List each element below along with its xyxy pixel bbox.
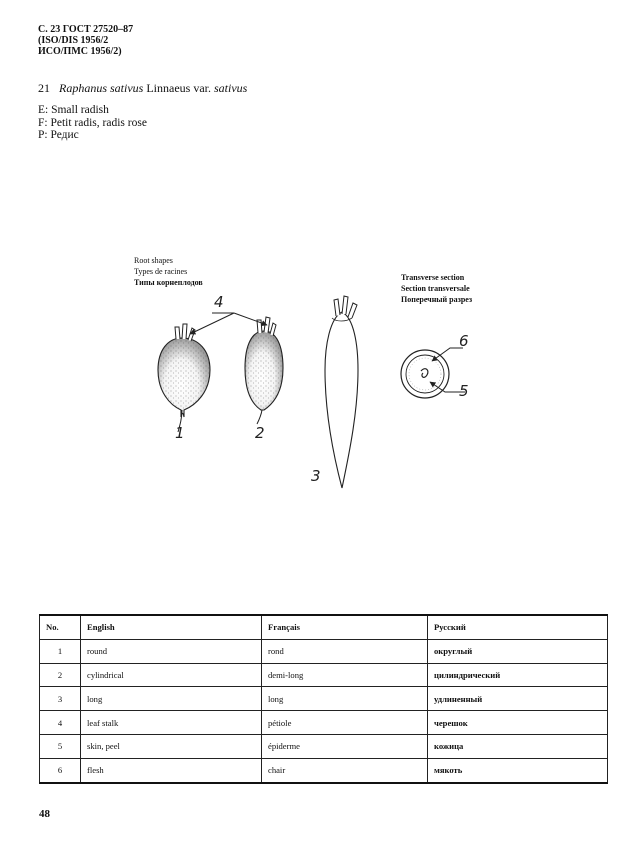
label-6: 6 <box>459 332 469 350</box>
cell-no: 1 <box>40 639 81 663</box>
cell-french: pétiole <box>262 711 428 735</box>
cell-french: demi-long <box>262 663 428 687</box>
iso-reference: (ISO/DIS 1956/2 <box>38 35 109 46</box>
table-row <box>40 758 608 782</box>
table-row <box>40 711 608 735</box>
cell-russian: удлиненный <box>428 687 608 711</box>
caption-fr: Section transversale <box>401 284 470 293</box>
caption-ru: Типы корнеплодов <box>134 278 203 287</box>
cell-russian: округлый <box>428 639 608 663</box>
label-5: 5 <box>459 382 469 400</box>
table-row <box>40 639 608 663</box>
species-authority: Linnaeus var. <box>146 81 211 95</box>
species-number: 21 <box>38 81 50 95</box>
cell-english: round <box>81 639 262 663</box>
label-4: 4 <box>214 293 224 311</box>
column-header-french: Français <box>262 615 428 639</box>
cell-russian: мякоть <box>428 758 608 782</box>
column-header-no: No. <box>40 615 81 639</box>
iso-reference-ru: ИСО/ПМС 1956/2) <box>38 46 122 57</box>
terminology-table <box>39 614 608 784</box>
long-radish-shape <box>325 296 358 488</box>
caption-en: Transverse section <box>401 273 465 282</box>
table-header-row <box>40 615 608 639</box>
table-row <box>40 687 608 711</box>
table-row <box>40 663 608 687</box>
cell-no: 4 <box>40 711 81 735</box>
cell-french: épiderme <box>262 734 428 758</box>
cell-english: cylindrical <box>81 663 262 687</box>
label-2: 2 <box>255 424 265 442</box>
cell-no: 3 <box>40 687 81 711</box>
column-header-russian: Русский <box>428 615 608 639</box>
label-3: 3 <box>311 467 321 485</box>
transverse-section-drawing <box>401 350 449 398</box>
species-variety: sativus <box>214 81 248 95</box>
table-row <box>40 734 608 758</box>
cell-no: 6 <box>40 758 81 782</box>
caption-fr: Types de racines <box>134 267 188 276</box>
cell-english: flesh <box>81 758 262 782</box>
caption-en: Root shapes <box>134 256 173 265</box>
round-radish-shape <box>158 324 210 432</box>
cell-no: 5 <box>40 734 81 758</box>
cell-french: rond <box>262 639 428 663</box>
page-number: 48 <box>39 808 50 820</box>
cell-english: skin, peel <box>81 734 262 758</box>
cell-french: chair <box>262 758 428 782</box>
caption-ru: Поперечный разрез <box>401 295 473 304</box>
cell-english: long <box>81 687 262 711</box>
name-french: F: Petit radis, radis rose <box>38 116 147 129</box>
cell-russian: цилиндрический <box>428 663 608 687</box>
cell-french: long <box>262 687 428 711</box>
cell-english: leaf stalk <box>81 711 262 735</box>
cell-no: 2 <box>40 663 81 687</box>
name-english: E: Small radish <box>38 104 109 116</box>
cell-russian: кожица <box>428 734 608 758</box>
cell-russian: черешок <box>428 711 608 735</box>
name-russian: P: Редис <box>38 129 79 141</box>
standard-reference: С. 23 ГОСТ 27520–87 <box>38 24 134 35</box>
species-genus: Raphanus sativus <box>59 81 144 95</box>
label-1: 1 <box>175 424 185 442</box>
column-header-english: English <box>81 615 262 639</box>
cylindrical-radish-shape <box>245 317 283 424</box>
